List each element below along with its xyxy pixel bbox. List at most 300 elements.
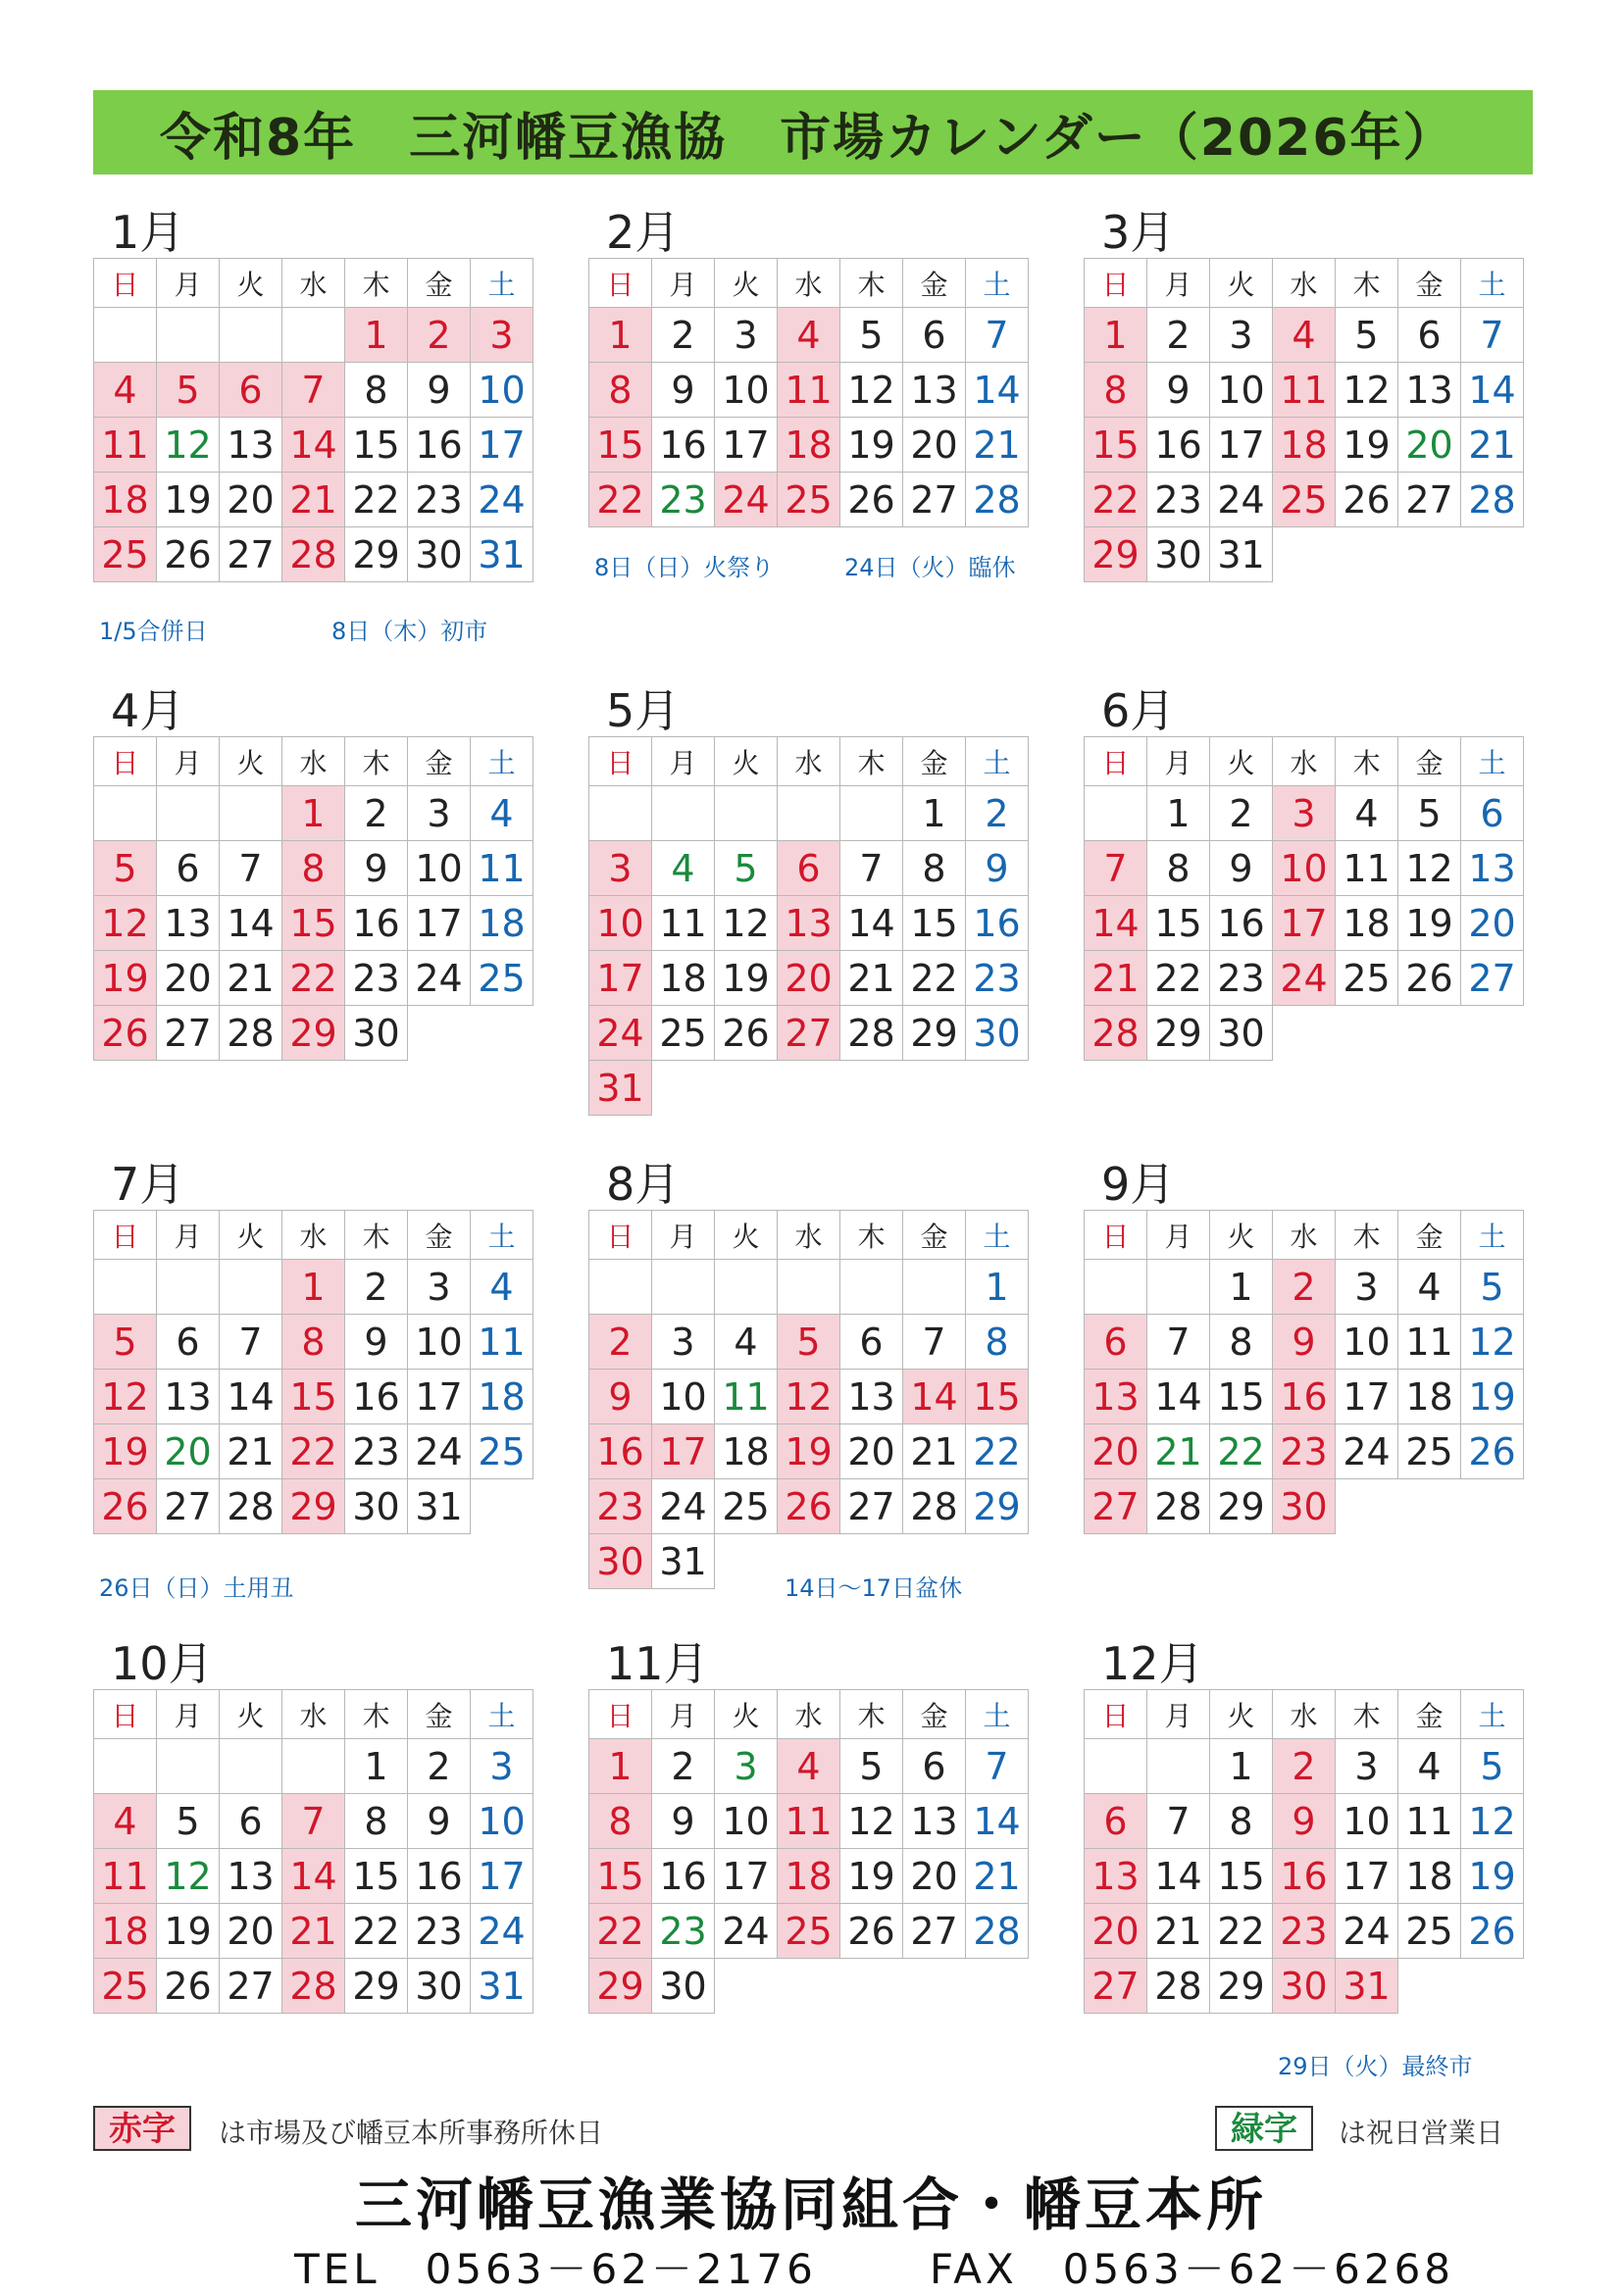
weekday-header: 金	[1398, 737, 1461, 786]
day-cell: 22	[903, 951, 966, 1006]
empty-cell	[778, 786, 840, 841]
day-cell: 14	[1085, 896, 1147, 951]
day-cell: 2	[1210, 786, 1273, 841]
weekday-header: 木	[345, 737, 408, 786]
month-note: 14日～17日盆休	[785, 1574, 963, 1602]
month-label: 3月	[1101, 206, 1176, 259]
day-cell: 7	[1147, 1794, 1210, 1849]
day-cell: 7	[1461, 308, 1524, 363]
weekday-header: 土	[966, 259, 1029, 308]
weekday-header: 金	[1398, 259, 1461, 308]
day-cell: 21	[903, 1424, 966, 1479]
empty-cell	[715, 1534, 778, 1589]
weekday-header: 土	[1461, 259, 1524, 308]
day-cell: 27	[157, 1006, 220, 1061]
day-cell: 15	[1210, 1849, 1273, 1904]
weekday-header: 水	[282, 259, 345, 308]
day-cell: 9	[1210, 841, 1273, 896]
day-cell: 11	[94, 1849, 157, 1904]
day-cell: 16	[1210, 896, 1273, 951]
month-grid	[588, 1210, 1029, 1589]
fax-number: FAX 0563－62－6268	[930, 2245, 1455, 2293]
day-cell: 11	[94, 418, 157, 473]
empty-cell	[715, 1260, 778, 1315]
empty-cell	[778, 1061, 840, 1116]
empty-cell	[94, 786, 157, 841]
day-cell: 2	[652, 308, 715, 363]
day-cell: 6	[220, 1794, 282, 1849]
day-cell: 15	[345, 418, 408, 473]
weekday-header: 火	[1210, 737, 1273, 786]
empty-cell	[1085, 1260, 1147, 1315]
day-cell: 22	[1210, 1424, 1273, 1479]
day-cell: 30	[1273, 1959, 1336, 2014]
month-note: 29日（火）最終市	[1278, 2053, 1473, 2080]
day-cell: 12	[1461, 1794, 1524, 1849]
weekday-header: 木	[840, 1690, 903, 1739]
weekday-header: 月	[157, 1690, 220, 1739]
day-cell: 7	[966, 308, 1029, 363]
day-cell: 31	[652, 1534, 715, 1589]
day-cell: 14	[903, 1370, 966, 1424]
day-cell: 13	[1085, 1370, 1147, 1424]
empty-cell	[778, 1260, 840, 1315]
weekday-header: 木	[1336, 1690, 1398, 1739]
day-cell: 5	[94, 1315, 157, 1370]
weekday-header: 金	[408, 1211, 471, 1260]
day-cell: 19	[840, 1849, 903, 1904]
month-note: 8日（木）初市	[331, 618, 488, 645]
day-cell: 24	[715, 1904, 778, 1959]
day-cell: 19	[1461, 1370, 1524, 1424]
empty-cell	[652, 1061, 715, 1116]
empty-cell	[903, 1959, 966, 2014]
day-cell: 3	[471, 1739, 533, 1794]
day-cell: 6	[157, 1315, 220, 1370]
weekday-header: 木	[1336, 259, 1398, 308]
day-cell: 27	[1085, 1959, 1147, 2014]
day-cell: 3	[1273, 786, 1336, 841]
day-cell: 17	[652, 1424, 715, 1479]
day-cell: 25	[715, 1479, 778, 1534]
day-cell: 3	[1336, 1739, 1398, 1794]
day-cell: 8	[1085, 363, 1147, 418]
day-cell: 10	[589, 896, 652, 951]
day-cell: 16	[345, 896, 408, 951]
day-cell: 3	[1336, 1260, 1398, 1315]
day-cell: 27	[903, 1904, 966, 1959]
tel-number: TEL 0563－62－2176	[294, 2245, 817, 2293]
weekday-header: 火	[1210, 259, 1273, 308]
empty-cell	[1398, 1959, 1461, 2014]
day-cell: 9	[1273, 1315, 1336, 1370]
day-cell: 5	[94, 841, 157, 896]
day-cell: 17	[1336, 1370, 1398, 1424]
empty-cell	[1398, 1479, 1461, 1534]
day-cell: 26	[840, 473, 903, 527]
day-cell: 19	[1461, 1849, 1524, 1904]
day-cell: 11	[1398, 1315, 1461, 1370]
empty-cell	[157, 1739, 220, 1794]
day-cell: 15	[589, 418, 652, 473]
day-cell: 17	[408, 896, 471, 951]
day-cell: 7	[1147, 1315, 1210, 1370]
day-cell: 2	[966, 786, 1029, 841]
day-cell: 17	[408, 1370, 471, 1424]
month-grid	[1084, 258, 1524, 582]
day-cell: 27	[157, 1479, 220, 1534]
day-cell: 26	[840, 1904, 903, 1959]
day-cell: 27	[220, 527, 282, 582]
day-cell: 11	[1336, 841, 1398, 896]
weekday-header: 火	[220, 259, 282, 308]
weekday-header: 火	[715, 1690, 778, 1739]
day-cell: 16	[589, 1424, 652, 1479]
day-cell: 24	[1273, 951, 1336, 1006]
day-cell: 12	[840, 1794, 903, 1849]
month-grid	[588, 258, 1029, 527]
weekday-header: 火	[715, 1211, 778, 1260]
day-cell: 5	[1336, 308, 1398, 363]
day-cell: 28	[220, 1006, 282, 1061]
weekday-header: 日	[94, 259, 157, 308]
day-cell: 4	[1336, 786, 1398, 841]
day-cell: 26	[1461, 1424, 1524, 1479]
month-note: 1/5合併日	[99, 618, 208, 645]
day-cell: 22	[282, 951, 345, 1006]
month-grid	[93, 1210, 533, 1534]
weekday-header: 水	[778, 737, 840, 786]
day-cell: 4	[652, 841, 715, 896]
day-cell: 26	[1336, 473, 1398, 527]
weekday-header: 月	[652, 259, 715, 308]
day-cell: 17	[1273, 896, 1336, 951]
day-cell: 15	[282, 1370, 345, 1424]
weekday-header: 金	[1398, 1690, 1461, 1739]
day-cell: 3	[652, 1315, 715, 1370]
day-cell: 29	[345, 527, 408, 582]
day-cell: 7	[1085, 841, 1147, 896]
day-cell: 8	[966, 1315, 1029, 1370]
day-cell: 29	[282, 1006, 345, 1061]
weekday-header: 日	[589, 259, 652, 308]
legend-red-label: 赤字	[93, 2106, 191, 2151]
day-cell: 13	[1398, 363, 1461, 418]
day-cell: 19	[715, 951, 778, 1006]
weekday-header: 木	[345, 1211, 408, 1260]
day-cell: 28	[840, 1006, 903, 1061]
calendar-title: 令和8年 三河幡豆漁協 市場カレンダー（2026年）	[93, 90, 1533, 175]
day-cell: 8	[1147, 841, 1210, 896]
weekday-header: 日	[589, 1690, 652, 1739]
empty-cell	[220, 1260, 282, 1315]
day-cell: 21	[966, 1849, 1029, 1904]
weekday-header: 月	[652, 737, 715, 786]
empty-cell	[840, 1061, 903, 1116]
empty-cell	[1461, 527, 1524, 582]
day-cell: 18	[778, 418, 840, 473]
month-grid	[1084, 1210, 1524, 1534]
day-cell: 4	[778, 308, 840, 363]
day-cell: 19	[157, 473, 220, 527]
weekday-header: 月	[1147, 1211, 1210, 1260]
day-cell: 10	[408, 1315, 471, 1370]
day-cell: 1	[1210, 1739, 1273, 1794]
weekday-header: 水	[1273, 1690, 1336, 1739]
day-cell: 15	[589, 1849, 652, 1904]
day-cell: 11	[652, 896, 715, 951]
day-cell: 29	[903, 1006, 966, 1061]
weekday-header: 日	[1085, 1211, 1147, 1260]
empty-cell	[1461, 1959, 1524, 2014]
weekday-header: 土	[471, 1211, 533, 1260]
empty-cell	[1085, 786, 1147, 841]
day-cell: 18	[94, 473, 157, 527]
day-cell: 30	[652, 1959, 715, 2014]
day-cell: 13	[840, 1370, 903, 1424]
day-cell: 20	[220, 473, 282, 527]
day-cell: 19	[94, 951, 157, 1006]
day-cell: 1	[966, 1260, 1029, 1315]
day-cell: 12	[157, 418, 220, 473]
day-cell: 9	[652, 1794, 715, 1849]
day-cell: 3	[471, 308, 533, 363]
day-cell: 2	[408, 308, 471, 363]
month-label: 8月	[606, 1158, 681, 1211]
day-cell: 4	[1398, 1260, 1461, 1315]
day-cell: 24	[1210, 473, 1273, 527]
day-cell: 13	[903, 1794, 966, 1849]
day-cell: 5	[778, 1315, 840, 1370]
day-cell: 22	[345, 1904, 408, 1959]
day-cell: 14	[220, 896, 282, 951]
day-cell: 20	[1398, 418, 1461, 473]
weekday-header: 木	[840, 737, 903, 786]
empty-cell	[652, 786, 715, 841]
month-label: 9月	[1101, 1158, 1176, 1211]
day-cell: 15	[282, 896, 345, 951]
day-cell: 14	[220, 1370, 282, 1424]
day-cell: 13	[903, 363, 966, 418]
empty-cell	[966, 1959, 1029, 2014]
day-cell: 9	[345, 1315, 408, 1370]
day-cell: 29	[282, 1479, 345, 1534]
day-cell: 23	[345, 951, 408, 1006]
weekday-header: 日	[1085, 1690, 1147, 1739]
day-cell: 8	[589, 1794, 652, 1849]
weekday-header: 日	[589, 1211, 652, 1260]
day-cell: 18	[471, 896, 533, 951]
day-cell: 5	[1461, 1739, 1524, 1794]
empty-cell	[715, 1959, 778, 2014]
day-cell: 10	[1273, 841, 1336, 896]
day-cell: 23	[1147, 473, 1210, 527]
day-cell: 11	[471, 841, 533, 896]
day-cell: 9	[1147, 363, 1210, 418]
weekday-header: 土	[966, 737, 1029, 786]
month-label: 1月	[111, 206, 185, 259]
day-cell: 21	[1461, 418, 1524, 473]
contact-info	[0, 2237, 1622, 2293]
day-cell: 12	[715, 896, 778, 951]
day-cell: 8	[589, 363, 652, 418]
empty-cell	[589, 786, 652, 841]
day-cell: 21	[220, 951, 282, 1006]
day-cell: 27	[903, 473, 966, 527]
day-cell: 15	[966, 1370, 1029, 1424]
weekday-header: 水	[1273, 1211, 1336, 1260]
weekday-header: 日	[1085, 737, 1147, 786]
day-cell: 16	[652, 1849, 715, 1904]
organization-name: 三河幡豆漁業協同組合・幡豆本所	[354, 2171, 1267, 2238]
day-cell: 3	[1210, 308, 1273, 363]
day-cell: 12	[1461, 1315, 1524, 1370]
legend-red-text: は市場及び幡豆本所事務所休日	[219, 2117, 604, 2149]
day-cell: 1	[1085, 308, 1147, 363]
empty-cell	[1085, 1739, 1147, 1794]
day-cell: 23	[589, 1479, 652, 1534]
weekday-header: 水	[1273, 259, 1336, 308]
weekday-header: 月	[652, 1690, 715, 1739]
day-cell: 9	[1273, 1794, 1336, 1849]
day-cell: 21	[840, 951, 903, 1006]
weekday-header: 土	[1461, 1690, 1524, 1739]
weekday-header: 水	[282, 1211, 345, 1260]
day-cell: 18	[1398, 1849, 1461, 1904]
day-cell: 2	[1273, 1260, 1336, 1315]
day-cell: 27	[1398, 473, 1461, 527]
day-cell: 10	[1336, 1315, 1398, 1370]
day-cell: 22	[966, 1424, 1029, 1479]
empty-cell	[94, 1739, 157, 1794]
weekday-header: 火	[220, 1690, 282, 1739]
day-cell: 7	[282, 363, 345, 418]
day-cell: 5	[157, 1794, 220, 1849]
day-cell: 14	[1147, 1370, 1210, 1424]
day-cell: 27	[220, 1959, 282, 2014]
day-cell: 24	[652, 1479, 715, 1534]
day-cell: 31	[471, 527, 533, 582]
day-cell: 13	[157, 1370, 220, 1424]
weekday-header: 水	[778, 1211, 840, 1260]
day-cell: 6	[903, 1739, 966, 1794]
day-cell: 13	[1085, 1849, 1147, 1904]
day-cell: 13	[220, 418, 282, 473]
day-cell: 5	[1461, 1260, 1524, 1315]
day-cell: 19	[1336, 418, 1398, 473]
day-cell: 18	[778, 1849, 840, 1904]
day-cell: 2	[1147, 308, 1210, 363]
day-cell: 7	[840, 841, 903, 896]
empty-cell	[778, 1959, 840, 2014]
day-cell: 14	[282, 1849, 345, 1904]
day-cell: 6	[1085, 1794, 1147, 1849]
weekday-header: 火	[220, 1211, 282, 1260]
day-cell: 1	[282, 786, 345, 841]
weekday-header: 土	[471, 1690, 533, 1739]
weekday-header: 金	[903, 737, 966, 786]
day-cell: 14	[840, 896, 903, 951]
day-cell: 26	[778, 1479, 840, 1534]
day-cell: 28	[966, 473, 1029, 527]
day-cell: 16	[408, 1849, 471, 1904]
day-cell: 25	[94, 1959, 157, 2014]
day-cell: 9	[345, 841, 408, 896]
day-cell: 1	[903, 786, 966, 841]
day-cell: 23	[652, 473, 715, 527]
empty-cell	[1461, 1479, 1524, 1534]
day-cell: 3	[408, 1260, 471, 1315]
day-cell: 3	[589, 841, 652, 896]
weekday-header: 木	[840, 259, 903, 308]
day-cell: 17	[715, 1849, 778, 1904]
month-label: 5月	[606, 684, 681, 737]
day-cell: 7	[282, 1794, 345, 1849]
day-cell: 11	[1398, 1794, 1461, 1849]
day-cell: 2	[345, 786, 408, 841]
day-cell: 5	[157, 363, 220, 418]
day-cell: 5	[1398, 786, 1461, 841]
day-cell: 31	[1336, 1959, 1398, 2014]
day-cell: 14	[282, 418, 345, 473]
day-cell: 6	[220, 363, 282, 418]
day-cell: 12	[1336, 363, 1398, 418]
empty-cell	[94, 308, 157, 363]
day-cell: 18	[471, 1370, 533, 1424]
weekday-header: 月	[1147, 737, 1210, 786]
weekday-header: 木	[345, 259, 408, 308]
day-cell: 4	[94, 363, 157, 418]
day-cell: 8	[345, 1794, 408, 1849]
empty-cell	[157, 786, 220, 841]
day-cell: 8	[1210, 1315, 1273, 1370]
empty-cell	[589, 1260, 652, 1315]
legend-green-label: 緑字	[1215, 2106, 1313, 2151]
day-cell: 30	[408, 1959, 471, 2014]
day-cell: 26	[94, 1006, 157, 1061]
day-cell: 9	[652, 363, 715, 418]
empty-cell	[840, 1260, 903, 1315]
day-cell: 15	[345, 1849, 408, 1904]
day-cell: 8	[1210, 1794, 1273, 1849]
day-cell: 28	[1147, 1959, 1210, 2014]
month-label: 10月	[111, 1637, 214, 1690]
weekday-header: 金	[903, 1211, 966, 1260]
empty-cell	[1273, 1006, 1336, 1061]
day-cell: 28	[220, 1479, 282, 1534]
day-cell: 17	[715, 418, 778, 473]
day-cell: 29	[1147, 1006, 1210, 1061]
day-cell: 31	[471, 1959, 533, 2014]
day-cell: 12	[840, 363, 903, 418]
day-cell: 17	[471, 418, 533, 473]
day-cell: 16	[345, 1370, 408, 1424]
day-cell: 10	[408, 841, 471, 896]
month-grid	[93, 1689, 533, 2014]
day-cell: 6	[778, 841, 840, 896]
day-cell: 2	[652, 1739, 715, 1794]
day-cell: 20	[1461, 896, 1524, 951]
day-cell: 6	[1085, 1315, 1147, 1370]
day-cell: 5	[840, 1739, 903, 1794]
day-cell: 21	[1085, 951, 1147, 1006]
day-cell: 8	[345, 363, 408, 418]
empty-cell	[471, 1479, 533, 1534]
day-cell: 23	[408, 473, 471, 527]
day-cell: 27	[778, 1006, 840, 1061]
day-cell: 16	[652, 418, 715, 473]
empty-cell	[903, 1260, 966, 1315]
